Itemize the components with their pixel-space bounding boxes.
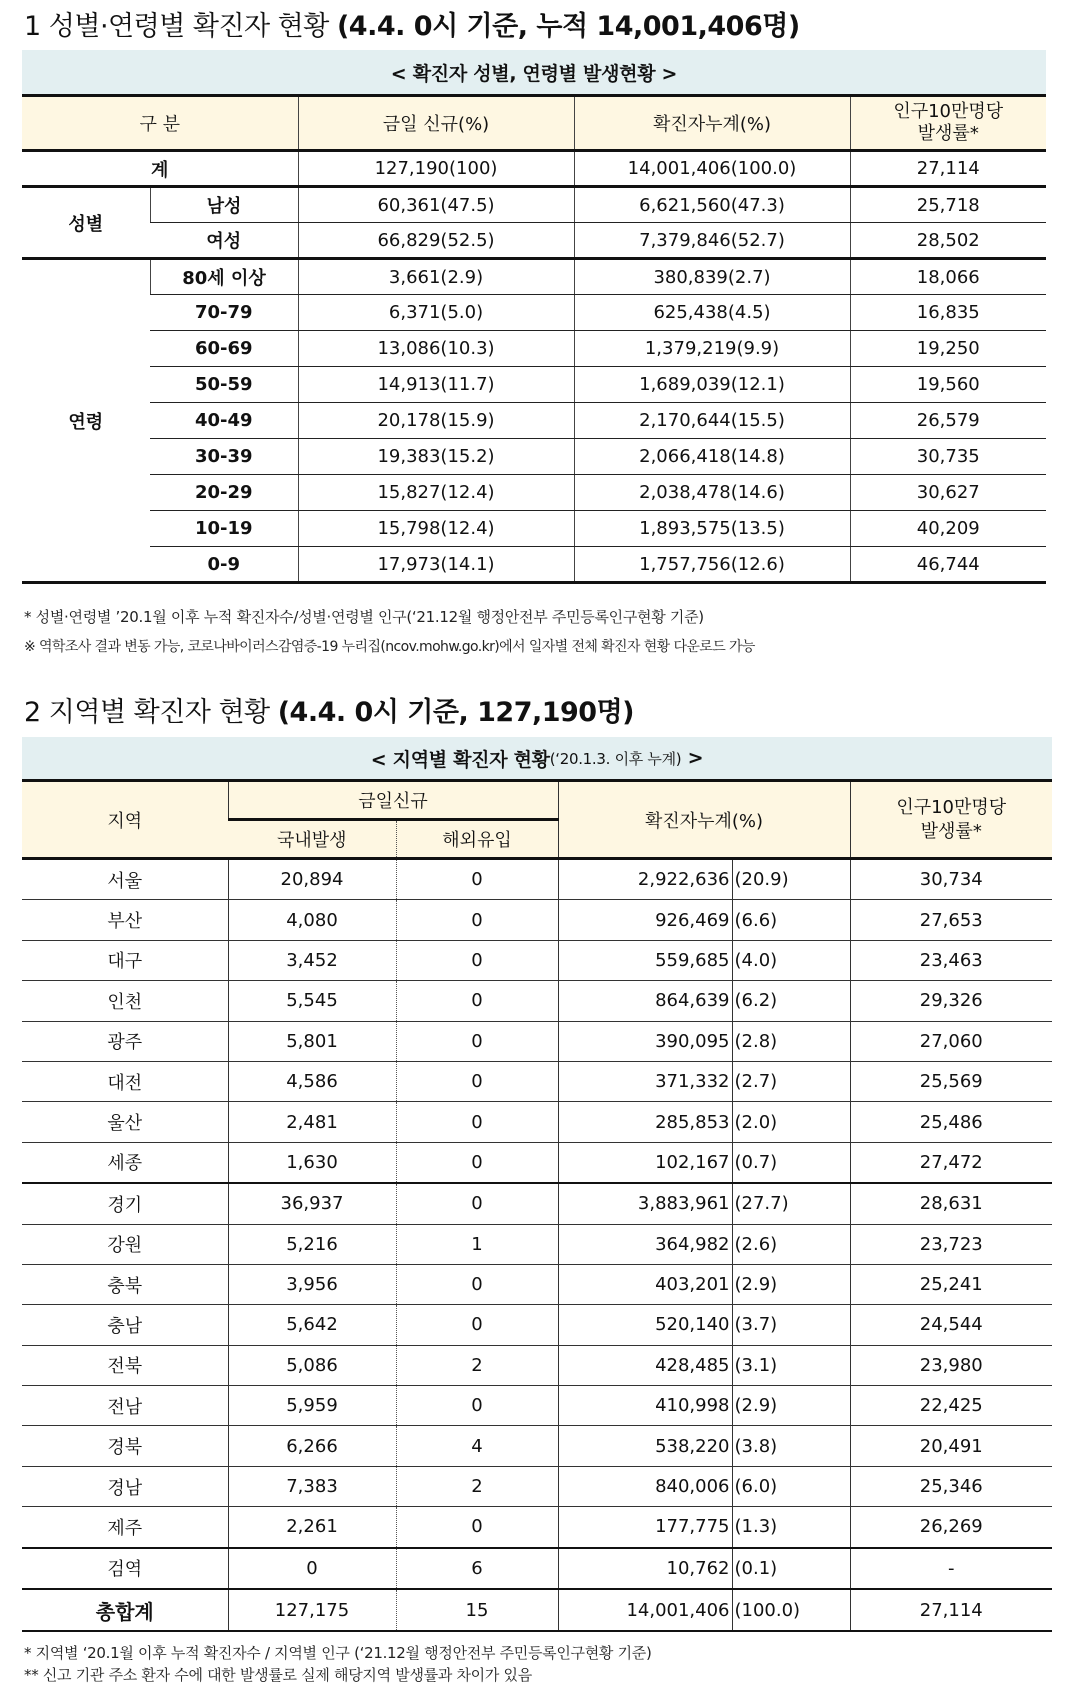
region-name: 울산 <box>22 1102 228 1142</box>
sex-rate: 25,718 <box>850 187 1046 223</box>
region-row <box>22 1507 1052 1548</box>
rate-value: - <box>850 1548 1052 1589</box>
overseas-count: 0 <box>396 1264 558 1304</box>
sex-row <box>22 187 1046 223</box>
rate-value: 23,723 <box>850 1224 1052 1264</box>
age-rate: 30,627 <box>850 475 1046 511</box>
domestic-count: 5,216 <box>228 1224 396 1264</box>
region-name: 경남 <box>22 1466 228 1506</box>
header-cumulative: 확진자누계(%) <box>558 781 850 859</box>
rate-value: 27,114 <box>850 1589 1052 1631</box>
age-new: 15,827(12.4) <box>298 475 574 511</box>
rate-value: 28,631 <box>850 1183 1052 1224</box>
cumulative-count: 371,332 <box>558 1061 732 1101</box>
age-label: 50-59 <box>150 367 298 403</box>
section2-title <box>24 690 634 729</box>
header-overseas: 해외유입 <box>396 820 558 859</box>
region-row <box>22 900 1052 940</box>
overseas-count: 0 <box>396 1061 558 1101</box>
sex-label: 남성 <box>150 187 298 223</box>
region-row <box>22 859 1052 900</box>
cumulative-count: 2,922,636 <box>558 859 732 900</box>
cumulative-pct: (2.9) <box>732 1386 850 1426</box>
region-name: 서울 <box>22 859 228 900</box>
region-row <box>22 1345 1052 1385</box>
cumulative-count: 864,639 <box>558 981 732 1021</box>
header-rate-text: 인구10만명당 발생률* <box>893 101 1004 144</box>
region-name: 충남 <box>22 1305 228 1345</box>
region-name: 광주 <box>22 1021 228 1061</box>
region-row <box>22 1466 1052 1506</box>
cumulative-pct: (2.0) <box>732 1102 850 1142</box>
overseas-count: 1 <box>396 1224 558 1264</box>
cumulative-pct: (4.0) <box>732 940 850 980</box>
age-rate: 16,835 <box>850 295 1046 331</box>
rate-value: 27,060 <box>850 1021 1052 1061</box>
sex-label: 여성 <box>150 223 298 259</box>
age-rate: 19,250 <box>850 331 1046 367</box>
section1-note-2: ※ 역학조사 결과 변동 가능, 코로나바이러스감염증-19 누리집(ncov.mohw.go.kr)에서 일자별 전체 확진자 현황 다운로드 가능 <box>24 639 755 655</box>
sex-age-table <box>22 94 1046 584</box>
domestic-count: 7,383 <box>228 1466 396 1506</box>
header-new-cases: 금일신규 <box>228 781 558 820</box>
rate-value: 30,734 <box>850 859 1052 900</box>
section1-title-text: 성별·연령별 확진자 현황 <box>48 11 329 42</box>
sex-cum: 7,379,846(52.7) <box>574 223 850 259</box>
domestic-count: 3,956 <box>228 1264 396 1304</box>
cumulative-pct: (2.9) <box>732 1264 850 1304</box>
sex-row <box>22 223 1046 259</box>
cumulative-pct: (2.6) <box>732 1224 850 1264</box>
region-row <box>22 1426 1052 1466</box>
region-row <box>22 940 1052 980</box>
overseas-count: 15 <box>396 1589 558 1631</box>
age-row <box>22 475 1046 511</box>
domestic-count: 3,452 <box>228 940 396 980</box>
cumulative-pct: (2.7) <box>732 1061 850 1101</box>
cumulative-count: 285,853 <box>558 1102 732 1142</box>
section1-title <box>24 4 800 43</box>
cumulative-count: 840,006 <box>558 1466 732 1506</box>
region-row <box>22 1183 1052 1224</box>
section1-note-1: * 성별·연령별 ’20.1월 이후 누적 확진자수/성별·연령별 인구(‘21.12월 행정안전부 주민등록인구현황 기준) <box>24 608 704 626</box>
cumulative-pct: (3.1) <box>732 1345 850 1385</box>
domestic-count: 5,086 <box>228 1345 396 1385</box>
overseas-count: 0 <box>396 900 558 940</box>
domestic-count: 5,801 <box>228 1021 396 1061</box>
section2-title-text: 지역별 확진자 현황 <box>48 697 270 728</box>
overseas-count: 2 <box>396 1466 558 1506</box>
age-cum: 380,839(2.7) <box>574 259 850 295</box>
table1-caption: < 확진자 성별, 연령별 발생현황 > <box>22 50 1046 94</box>
region-name: 부산 <box>22 900 228 940</box>
section2-title-bold: (4.4. 0시 기준, 127,190명) <box>277 697 635 728</box>
age-rate: 19,560 <box>850 367 1046 403</box>
age-row <box>22 295 1046 331</box>
table2-caption-end: > <box>681 747 704 769</box>
cumulative-pct: (20.9) <box>732 859 850 900</box>
sex-new: 66,829(52.5) <box>298 223 574 259</box>
age-label: 30-39 <box>150 439 298 475</box>
overseas-count: 0 <box>396 1142 558 1183</box>
cumulative-pct: (3.8) <box>732 1426 850 1466</box>
cumulative-pct: (1.3) <box>732 1507 850 1548</box>
age-new: 6,371(5.0) <box>298 295 574 331</box>
cumulative-pct: (6.6) <box>732 900 850 940</box>
region-name: 전북 <box>22 1345 228 1385</box>
region-table <box>22 779 1052 1632</box>
region-name: 경기 <box>22 1183 228 1224</box>
section2-note-2: ** 신고 기관 주소 환자 수에 대한 발생률로 실제 해당지역 발생률과 차이가 있음 <box>24 1666 532 1684</box>
overseas-count: 0 <box>396 1386 558 1426</box>
domestic-count: 36,937 <box>228 1183 396 1224</box>
rate-value: 23,463 <box>850 940 1052 980</box>
region-name: 대전 <box>22 1061 228 1101</box>
age-row <box>22 511 1046 547</box>
region-name: 인천 <box>22 981 228 1021</box>
region-row <box>22 1305 1052 1345</box>
cumulative-pct: (0.1) <box>732 1548 850 1589</box>
cumulative-count: 520,140 <box>558 1305 732 1345</box>
section2-number: 2 <box>24 697 41 728</box>
region-row <box>22 1102 1052 1142</box>
overseas-count: 0 <box>396 940 558 980</box>
age-new: 19,383(15.2) <box>298 439 574 475</box>
overseas-count: 0 <box>396 1183 558 1224</box>
age-cum: 2,170,644(15.5) <box>574 403 850 439</box>
domestic-count: 20,894 <box>228 859 396 900</box>
rate-value: 26,269 <box>850 1507 1052 1548</box>
total-rate: 27,114 <box>850 151 1046 187</box>
cumulative-pct: (2.8) <box>732 1021 850 1061</box>
age-cum: 1,893,575(13.5) <box>574 511 850 547</box>
overseas-count: 0 <box>396 1305 558 1345</box>
rate-value: 27,472 <box>850 1142 1052 1183</box>
age-rate: 18,066 <box>850 259 1046 295</box>
cumulative-count: 177,775 <box>558 1507 732 1548</box>
age-rate: 40,209 <box>850 511 1046 547</box>
cumulative-count: 559,685 <box>558 940 732 980</box>
domestic-count: 5,545 <box>228 981 396 1021</box>
region-name: 총합계 <box>22 1589 228 1631</box>
age-rate: 26,579 <box>850 403 1046 439</box>
region-row <box>22 1548 1052 1589</box>
header-domestic: 국내발생 <box>228 820 396 859</box>
age-group-label: 연령 <box>22 259 150 583</box>
region-name: 전남 <box>22 1386 228 1426</box>
age-row <box>22 367 1046 403</box>
sex-new: 60,361(47.5) <box>298 187 574 223</box>
age-rate: 46,744 <box>850 547 1046 583</box>
sex-group-label: 성별 <box>22 187 150 259</box>
total-row <box>22 151 1046 187</box>
region-row <box>22 1386 1052 1426</box>
rate-value: 27,653 <box>850 900 1052 940</box>
age-cum: 1,379,219(9.9) <box>574 331 850 367</box>
domestic-count: 5,959 <box>228 1386 396 1426</box>
overseas-count: 0 <box>396 1021 558 1061</box>
cumulative-count: 410,998 <box>558 1386 732 1426</box>
age-cum: 1,689,039(12.1) <box>574 367 850 403</box>
section2-note-1: * 지역별 ‘20.1월 이후 누적 확진자수 / 지역별 인구 (‘21.12월 행정안전부 주민등록인구현황 기준) <box>24 1644 652 1662</box>
age-label: 10-19 <box>150 511 298 547</box>
overseas-count: 0 <box>396 1102 558 1142</box>
table2-caption <box>22 737 1052 779</box>
overseas-count: 0 <box>396 1507 558 1548</box>
rate-value: 20,491 <box>850 1426 1052 1466</box>
cumulative-count: 390,095 <box>558 1021 732 1061</box>
cumulative-pct: (3.7) <box>732 1305 850 1345</box>
cumulative-count: 926,469 <box>558 900 732 940</box>
overseas-count: 2 <box>396 1345 558 1385</box>
age-cum: 625,438(4.5) <box>574 295 850 331</box>
region-row <box>22 1224 1052 1264</box>
domestic-count: 0 <box>228 1548 396 1589</box>
age-new: 17,973(14.1) <box>298 547 574 583</box>
region-row <box>22 1021 1052 1061</box>
domestic-count: 5,642 <box>228 1305 396 1345</box>
age-label: 20-29 <box>150 475 298 511</box>
region-name: 세종 <box>22 1142 228 1183</box>
section1-number: 1 <box>24 11 41 42</box>
age-new: 13,086(10.3) <box>298 331 574 367</box>
age-new: 14,913(11.7) <box>298 367 574 403</box>
rate-value: 29,326 <box>850 981 1052 1021</box>
section1-title-bold: (4.4. 0시 기준, 누적 14,001,406명) <box>336 11 800 42</box>
header-rate: 인구10만명당 발생률* <box>850 781 1052 859</box>
domestic-count: 6,266 <box>228 1426 396 1466</box>
cumulative-count: 14,001,406 <box>558 1589 732 1631</box>
rate-value: 22,425 <box>850 1386 1052 1426</box>
rate-value: 25,346 <box>850 1466 1052 1506</box>
domestic-count: 1,630 <box>228 1142 396 1183</box>
domestic-count: 4,080 <box>228 900 396 940</box>
age-label: 0-9 <box>150 547 298 583</box>
region-name: 제주 <box>22 1507 228 1548</box>
cumulative-count: 102,167 <box>558 1142 732 1183</box>
domestic-count: 4,586 <box>228 1061 396 1101</box>
region-row <box>22 1264 1052 1304</box>
domestic-count: 2,261 <box>228 1507 396 1548</box>
cumulative-pct: (27.7) <box>732 1183 850 1224</box>
total-label: 계 <box>22 151 298 187</box>
cumulative-count: 403,201 <box>558 1264 732 1304</box>
header-cumulative: 확진자누계(%) <box>574 96 850 151</box>
region-name: 경북 <box>22 1426 228 1466</box>
age-row <box>22 259 1046 295</box>
region-name: 강원 <box>22 1224 228 1264</box>
overseas-count: 6 <box>396 1548 558 1589</box>
age-new: 15,798(12.4) <box>298 511 574 547</box>
overseas-count: 4 <box>396 1426 558 1466</box>
cumulative-pct: (100.0) <box>732 1589 850 1631</box>
domestic-count: 127,175 <box>228 1589 396 1631</box>
cumulative-pct: (0.7) <box>732 1142 850 1183</box>
cumulative-count: 10,762 <box>558 1548 732 1589</box>
region-name: 충북 <box>22 1264 228 1304</box>
age-new: 20,178(15.9) <box>298 403 574 439</box>
rate-value: 24,544 <box>850 1305 1052 1345</box>
age-row <box>22 439 1046 475</box>
age-new: 3,661(2.9) <box>298 259 574 295</box>
age-row <box>22 331 1046 367</box>
sex-rate: 28,502 <box>850 223 1046 259</box>
rate-value: 25,569 <box>850 1061 1052 1101</box>
total-new: 127,190(100) <box>298 151 574 187</box>
age-cum: 2,066,418(14.8) <box>574 439 850 475</box>
cumulative-pct: (6.0) <box>732 1466 850 1506</box>
rate-value: 25,486 <box>850 1102 1052 1142</box>
age-label: 40-49 <box>150 403 298 439</box>
header-region: 지역 <box>22 781 228 859</box>
sex-cum: 6,621,560(47.3) <box>574 187 850 223</box>
cumulative-count: 428,485 <box>558 1345 732 1385</box>
header-rate <box>850 96 1046 151</box>
age-label: 60-69 <box>150 331 298 367</box>
age-rate: 30,735 <box>850 439 1046 475</box>
age-row <box>22 403 1046 439</box>
rate-value: 25,241 <box>850 1264 1052 1304</box>
region-name: 검역 <box>22 1548 228 1589</box>
age-label: 80세 이상 <box>150 259 298 295</box>
domestic-count: 2,481 <box>228 1102 396 1142</box>
age-cum: 1,757,756(12.6) <box>574 547 850 583</box>
region-row <box>22 1061 1052 1101</box>
cumulative-pct: (6.2) <box>732 981 850 1021</box>
age-row <box>22 547 1046 583</box>
header-new: 금일 신규(%) <box>298 96 574 151</box>
overseas-count: 0 <box>396 981 558 1021</box>
age-cum: 2,038,478(14.6) <box>574 475 850 511</box>
cumulative-count: 538,220 <box>558 1426 732 1466</box>
region-row <box>22 981 1052 1021</box>
region-row <box>22 1142 1052 1183</box>
cumulative-count: 364,982 <box>558 1224 732 1264</box>
cumulative-count: 3,883,961 <box>558 1183 732 1224</box>
total-cum: 14,001,406(100.0) <box>574 151 850 187</box>
rate-value: 23,980 <box>850 1345 1052 1385</box>
age-label: 70-79 <box>150 295 298 331</box>
table2-caption-main: < 지역별 확진자 현황 <box>370 748 550 771</box>
overseas-count: 0 <box>396 859 558 900</box>
total-row <box>22 1589 1052 1631</box>
header-category: 구 분 <box>22 96 298 151</box>
region-name: 대구 <box>22 940 228 980</box>
table2-caption-small: (‘20.1.3. 이후 누계) <box>549 749 682 768</box>
